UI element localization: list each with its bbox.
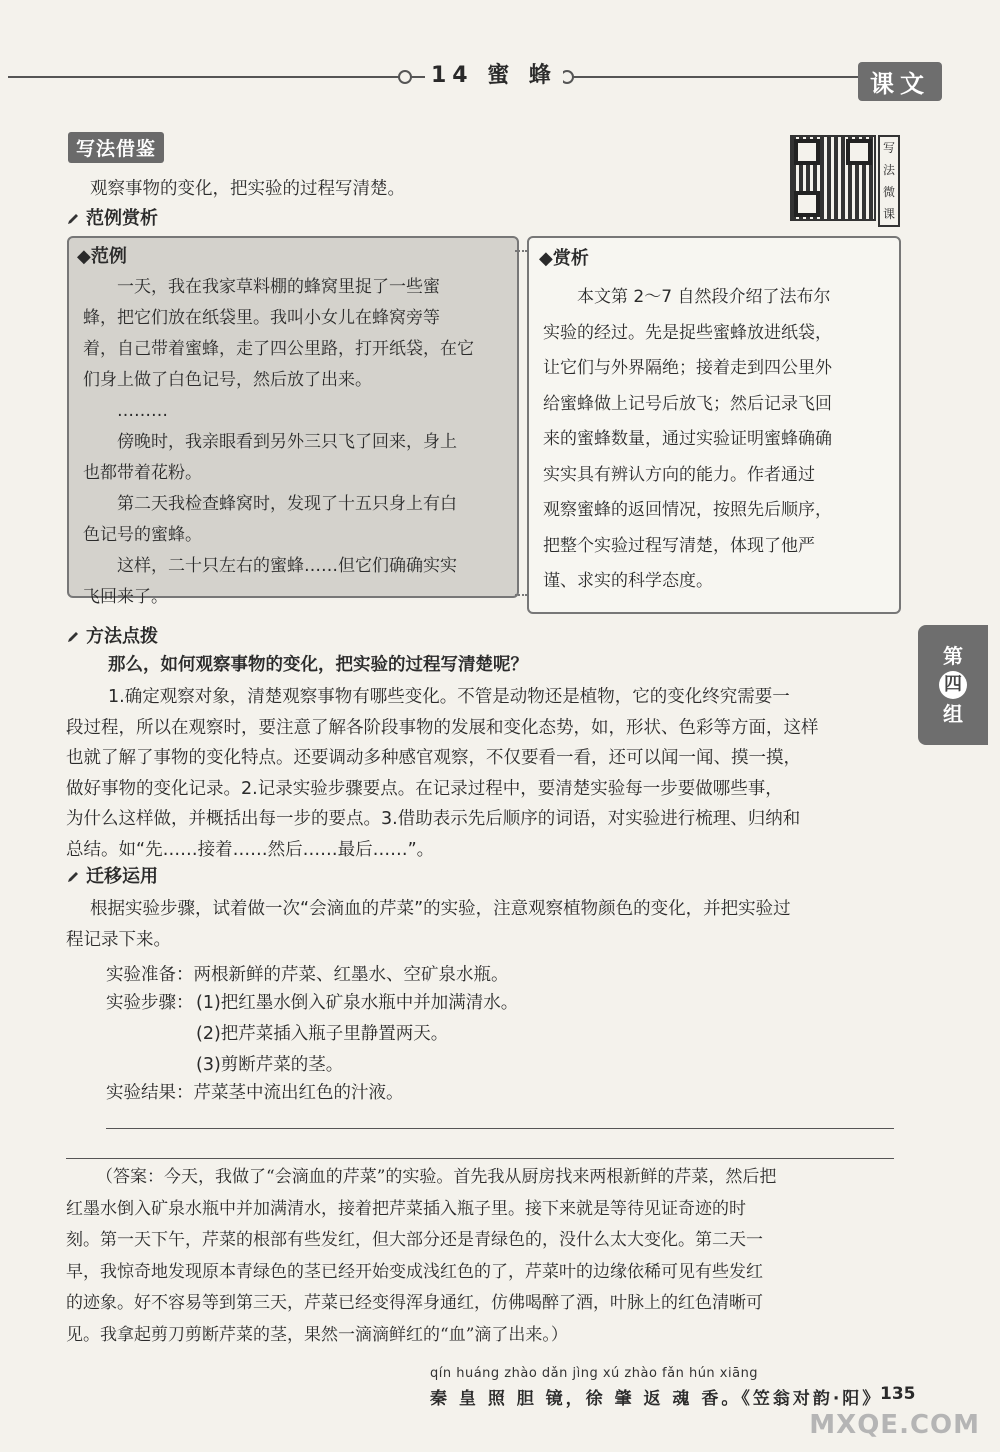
analysis-box — [527, 236, 901, 614]
method-heading: 方法点拨 — [66, 622, 158, 648]
method-question: 那么，如何观察事物的变化，把实验的过程写清楚呢？ — [108, 655, 528, 675]
method-body: 1.确定观察对象，清楚观察事物有哪些变化。不管是动物还是植物，它的变化终究需要一 段过程，所以在观察时，要注意了解各阶段事物的发展和变化态势，如，形状、色彩等方面，这样 也就了解了事物的变化特点。还要调动多种感官观察，不仅要看一看，还可以闻一闻、摸一摸， 做好事物的变化记录。2.记录实验步骤要点。在记录过程中，要清楚实验每一步要做哪些事， 为什么这样做，并概括出每一步的要点。3.借助表示先后顺序的词语，对实验进行梳理、归纳和 总结。如“先……接着……然后……最后……”。 — [66, 687, 819, 860]
qr-code[interactable] — [790, 135, 876, 221]
example-heading: 范例赏析 — [66, 204, 158, 230]
footer-pinyin: qín huáng zhào dǎn jìng xú zhào fǎn hún xiāng — [430, 1366, 759, 1381]
example-text: 一天，我在我家草料棚的蜂窝里捉了一些蜜 蜂，把它们放在纸袋里。我叫小女儿在蜂窝旁等 着，自己带着蜜蜂，走了四公里路，打开纸袋，在它 们身上做了白色记号，然后放了出来。 ……… 傍晚时，我亲眼看到另外三只飞了回来，身上 也都带着花粉。 第二天我检查蜂窝时，发现了十五只身上有白 色记号的蜜蜂。 这样，二十只左右的蜜蜂……但它们确确实实 飞回来了。 — [83, 277, 474, 607]
page-number: 135 — [880, 1384, 916, 1404]
answer-writing-line — [106, 1128, 894, 1129]
qr-side-label: 写 法 微 课 — [878, 135, 900, 227]
footer-poem: 秦 皇 照 胆 镜，徐 肇 返 魂 香。《笠翁对韵·阳》 — [430, 1389, 883, 1409]
connector-top — [515, 250, 527, 252]
diamond-icon: ◆ — [77, 246, 91, 267]
experiment-result: 实验结果：芹菜茎中流出红色的汁液。 — [106, 1083, 404, 1103]
practice-heading: 迁移运用 — [66, 862, 158, 888]
header-dot-left — [398, 70, 412, 84]
answer-divider — [66, 1158, 894, 1159]
experiment-steps-label: 实验步骤： — [106, 993, 194, 1013]
header-tab-label: 课文 — [858, 62, 942, 101]
experiment-steps: (1)把红墨水倒入矿泉水瓶中并加满清水。 (2)把芹菜插入瓶子里静置两天。 (3)剪断芹菜的茎。 — [196, 993, 519, 1075]
example-label: ◆范例 — [77, 246, 127, 267]
section-badge: 写法借鉴 — [68, 132, 164, 163]
intro-text: 观察事物的变化，把实验的过程写清楚。 — [90, 179, 405, 199]
answer-text: （答案：今天，我做了“会滴血的芹菜”的实验。首先我从厨房找来两根新鲜的芹菜，然后把 红墨水倒入矿泉水瓶中并加满清水，接着把芹菜插入瓶子里。接下来就是等待见证奇迹的时 刻。第一天下午，芹菜的根部有些发红，但大部分还是青绿色的，没什么太大变化。第二天一 早，我惊奇地发现原本青绿色的茎已经开始变成浅红色的了，芹菜叶的边缘依稀可见有些发红 的迹象。好不容易等到第三天，芹菜已经变得浑身通红，仿佛喝醉了酒，叶脉上的红色清晰可 见。我拿起剪刀剪断芹菜的茎，果然一滴滴鲜红的“血”滴了出来。） — [66, 1167, 777, 1345]
pencil-icon — [66, 630, 80, 644]
lesson-title: 14 蜜 蜂 — [425, 58, 563, 89]
analysis-label: ◆赏析 — [539, 248, 589, 269]
pencil-icon — [66, 870, 80, 884]
analysis-text: 本文第 2～7 自然段介绍了法布尔 实验的经过。先是捉些蜜蜂放进纸袋， 让它们与外界隔绝；接着走到四公里外 给蜜蜂做上记号后放飞；然后记录飞回 来的蜜蜂数量，通过实验证明蜜蜂确确 实实具有辨认方向的能力。作者通过 观察蜜蜂的返回情况，按照先后顺序， 把整个实验过程写清楚，体现了他严 谨、求实的科学态度。 — [543, 287, 832, 591]
experiment-prep: 实验准备：两根新鲜的芹菜、红墨水、空矿泉水瓶。 — [106, 965, 509, 985]
connector-bottom — [515, 594, 527, 596]
example-box — [67, 236, 519, 607]
pencil-icon — [66, 212, 80, 226]
practice-body: 根据实验步骤，试着做一次“会滴血的芹菜”的实验，注意观察植物颜色的变化，并把实验过 程记录下来。 — [66, 899, 791, 950]
watermark: MXQE.COM — [809, 1410, 980, 1440]
diamond-icon: ◆ — [539, 248, 553, 269]
unit-side-tab: 第 四 组 — [918, 625, 988, 745]
